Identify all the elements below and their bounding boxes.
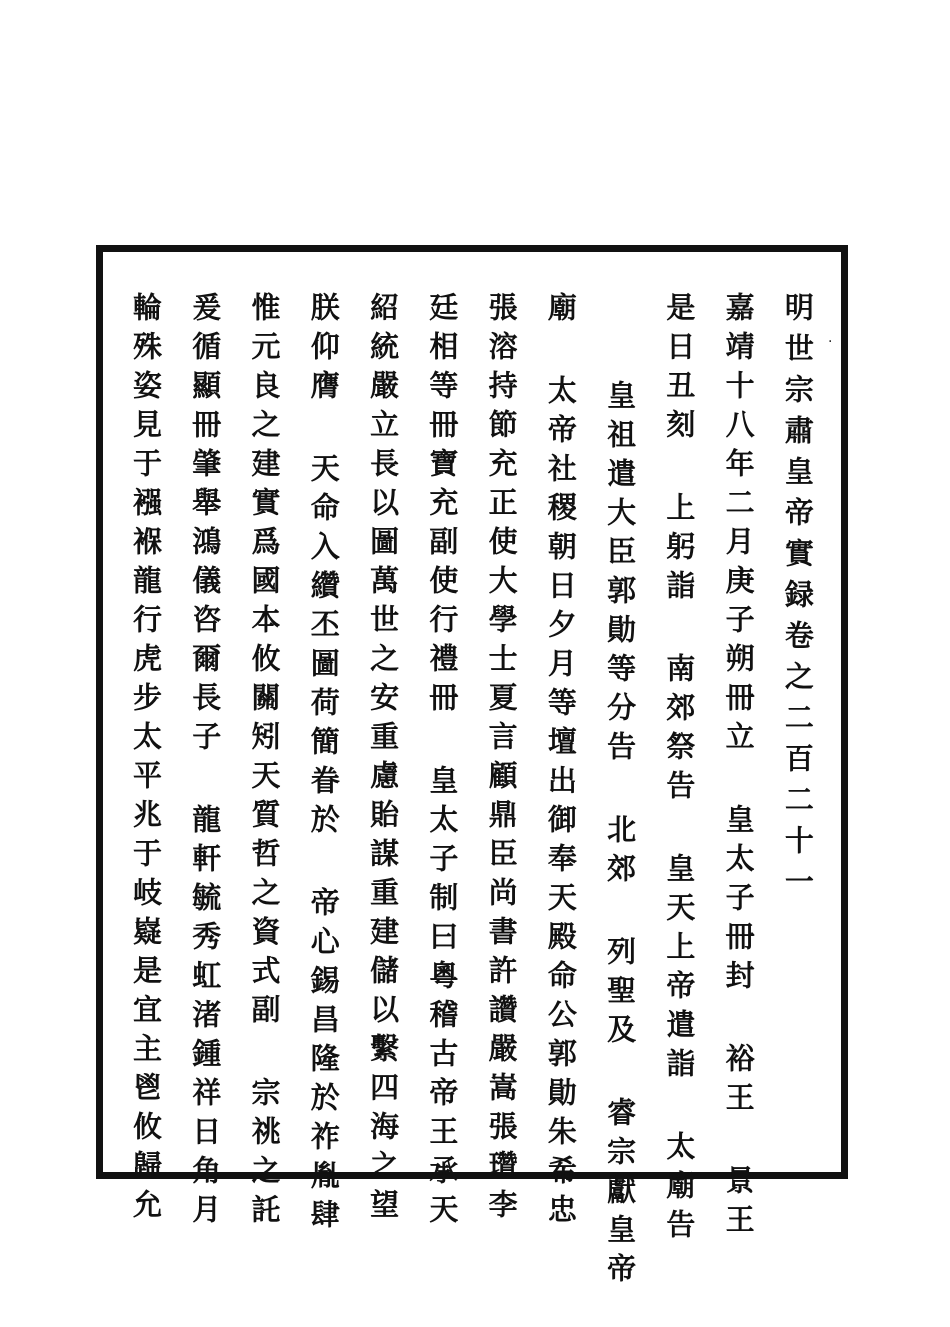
text-column xyxy=(127,292,165,1228)
column-text: 朕仰膺 天命入纘丕圖荷簡眷於 帝心錫昌隆於祚胤肆 xyxy=(306,292,341,1238)
text-column xyxy=(364,292,402,1228)
page-frame xyxy=(96,245,848,1292)
text-column xyxy=(720,292,758,1243)
column-text: 皇祖遣大臣郭勛等分告 北郊 列聖及 睿宗獻皇帝 xyxy=(603,292,638,1292)
text-column xyxy=(542,292,580,1233)
text-column xyxy=(246,292,284,1233)
column-text: 廟 太帝社稷朝日夕月等壇出御奉天殿命公郭勛朱希忠 xyxy=(543,292,578,1233)
document-title xyxy=(779,292,817,1132)
title-text: 明世宗肅皇帝實録卷之二百二十一 xyxy=(780,292,815,907)
text-column xyxy=(601,292,639,1292)
column-text: 紹統嚴立長以圖萬世之安重慮貽謀重建儲以繫四海之望 xyxy=(366,292,401,1228)
text-column xyxy=(423,292,461,1233)
text-column xyxy=(660,292,698,1248)
vertical-text-body xyxy=(127,292,817,1292)
column-text: 惟元良之建實爲國本攸關矧天質哲之資式副 宗祧之託 xyxy=(247,292,282,1233)
text-column xyxy=(483,292,521,1228)
column-text: 爰循顯冊肇舉鴻儀咨爾長子 龍軒毓秀虹渚鍾祥日角月 xyxy=(188,292,223,1233)
column-text: 廷相等冊寶充副使行禮冊 皇太子制曰粵稽古帝王承天 xyxy=(425,292,460,1233)
text-column xyxy=(186,292,224,1233)
text-column xyxy=(305,292,343,1238)
column-text: 是日丑刻 上躬詣 南郊祭告 皇天上帝遣詣 太廟告 xyxy=(662,292,697,1248)
ink-speck: · xyxy=(828,334,833,350)
column-text: 嘉靖十八年二月庚子朔冊立 皇太子冊封 裕王 景王 xyxy=(721,292,756,1243)
column-text: 張溶持節充正使大學士夏言顧鼎臣尚書許讚嚴嵩張瓚李 xyxy=(484,292,519,1228)
column-text: 輪殊姿見于襁褓龍行虎步太平兆于岐嶷是宜主鬯攸歸允 xyxy=(129,292,163,1228)
